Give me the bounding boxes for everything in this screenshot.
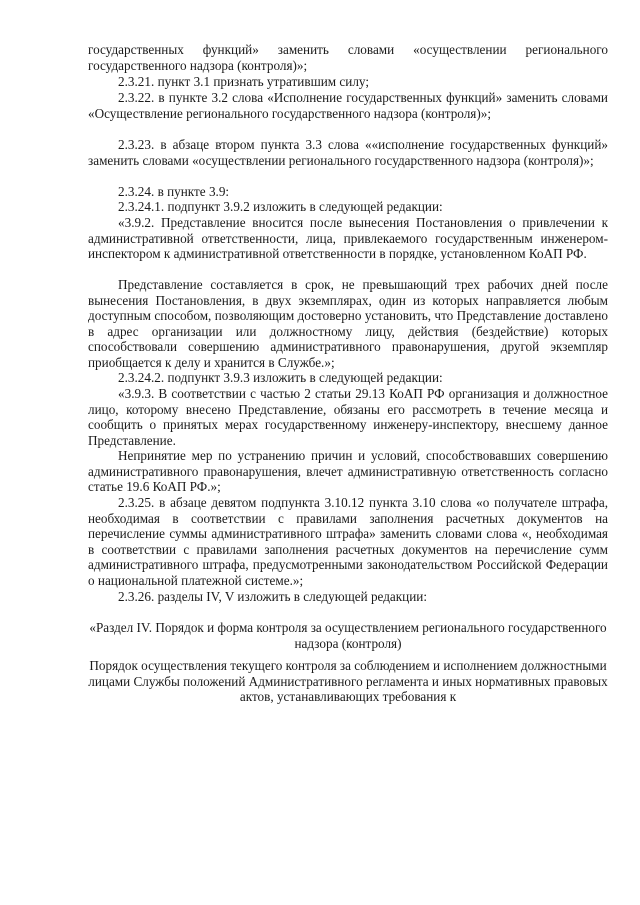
paragraph-2325: 2.3.25. в абзаце девятом подпункта 3.10.12 пункта 3.10 слова «о получателе штрафа, необходимая в соответствии с правилами заполнения расчетных документов на перечисление суммы административного штрафа» заменить словами слова «, необходимая в соответствии с правилами заполнения расчетных документов на перечисление сумм административного штрафа, предусмотренными законодательством Российской Федерации о национальной платежной системе.»; xyxy=(88,495,608,588)
paragraph-23242: 2.3.24.2. подпункт 3.9.3 изложить в следующей редакции: xyxy=(118,370,443,385)
paragraph-2324: 2.3.24. в пункте 3.9: xyxy=(118,184,230,199)
paragraph-representation: Представление составляется в срок, не превышающий трех рабочих дней после вынесения Постановления, в двух экземплярах, один из которых направляется любым доступным способом, позволяющим достоверно установить, что Представление доставлено в адрес организации или должностному лицу, действия (бездействие) которых способствовали совершению административного правонарушения, другой экземпляр приобщается к делу и хранится в Службе.»; xyxy=(88,277,608,370)
paragraph-2323: 2.3.23. в абзаце втором пункта 3.3 слова ««исполнение государственных функций» заменить словами «осуществлении регионального государственного надзора (контроля)»; xyxy=(88,137,608,168)
subsection-heading: Порядок осуществления текущего контроля за соблюдением и исполнением должностными лицами Службы положений Административного регламента и иных нормативных правовых актов, устанавливающих требования к xyxy=(88,658,608,705)
paragraph-2326: 2.3.26. разделы IV, V изложить в следующей редакции: xyxy=(118,589,428,604)
paragraph-1: государственных функций» заменить словами «осуществлении регионального государственного надзора (контроля)»; xyxy=(88,42,608,73)
paragraph-2322: 2.3.22. в пункте 3.2 слова «Исполнение государственных функций» заменить словами «Осуществление регионального государственного надзора (контроля)»; xyxy=(88,90,608,121)
paragraph-23241: 2.3.24.1. подпункт 3.9.2 изложить в следующей редакции: xyxy=(118,199,443,214)
paragraph-392: «3.9.2. Представление вносится после вынесения Постановления о привлечении к административной ответственности, лица, привлекаемого государственным инженером-инспектором к административной ответственности в порядке, установленном КоАП РФ. xyxy=(88,215,608,262)
paragraph-2321: 2.3.21. пункт 3.1 признать утратившим силу; xyxy=(118,74,370,89)
section-heading: «Раздел IV. Порядок и форма контроля за осуществлением регионального государственного надзора (контроля) xyxy=(89,620,607,651)
paragraph-393: «3.9.3. В соответствии с частью 2 статьи 29.13 КоАП РФ организация и должностное лицо, которому внесено Представление, обязаны его рассмотреть в течение месяца и сообщить о принятых мерах государственному инженеру-инспектору, внесшему данное Представление. xyxy=(88,386,608,448)
paragraph-non-acceptance: Непринятие мер по устранению причин и условий, способствовавших совершению административного правонарушения, влечет административную ответственность согласно статье 19.6 КоАП РФ.»; xyxy=(88,448,608,495)
